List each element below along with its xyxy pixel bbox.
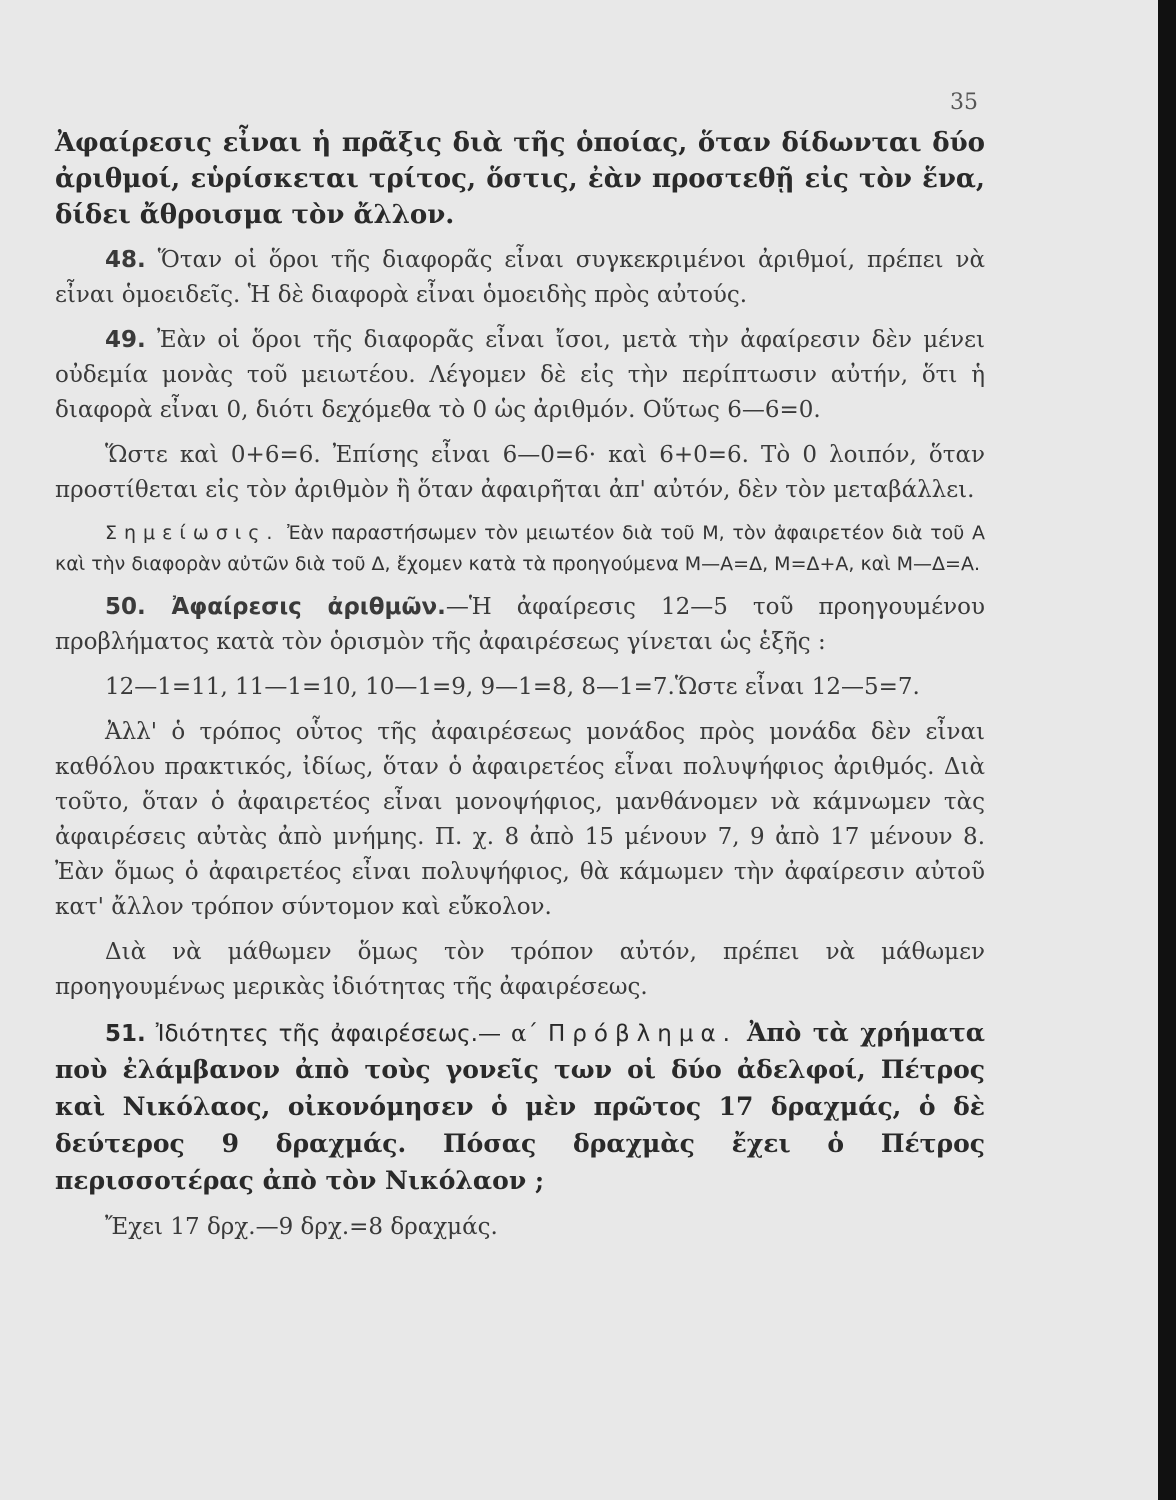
paragraph-50 xyxy=(55,590,985,660)
paragraph-51-problem: Ἀπὸ τὰ χρήματα ποὺ ἐλάμβανον ἀπὸ τοὺς γονεῖς των οἱ δύο ἀδελφοί, Πέτρος καὶ Νικόλαος, οἰκονόμησεν ὁ μὲν πρῶτος 17 δραχμάς, ὁ δὲ δεύτερος 9 δραχμάς. Πόσας δραχμὰς ἔχει ὁ Πέτρος περισσοτέρας ἀπὸ τὸν Νικόλαον ; xyxy=(55,1018,986,1195)
definition-text: Ἀφαίρεσις εἶναι ἡ πρᾶξις διὰ τῆς ὁποίας, ὅταν δίδωνται δύο ἀριθμοί, εὑρίσκεται τρίτος, ὅστις, ἐὰν προστεθῇ εἰς τὸν ἕνα, δίδει ἄθροισμα τὸν ἄλλον. xyxy=(55,128,985,230)
paragraph-50-number: 50. xyxy=(105,594,146,620)
definition-paragraph xyxy=(55,125,985,233)
paragraph-49-number: 49. xyxy=(105,327,146,353)
paragraph-48-text: Ὅταν οἱ ὅροι τῆς διαφορᾶς εἶναι συγκεκριμένοι ἀριθμοί, πρέπει νὰ εἶναι ὁμοειδεῖς. Ἡ δὲ διαφορὰ εἶναι ὁμοειδὴς πρὸς αὐτούς. xyxy=(55,247,985,308)
note-label: Σημείωσις. xyxy=(105,522,280,544)
paragraph-50-heading: Ἀφαίρεσις ἀριθμῶν. xyxy=(145,594,446,620)
paragraph-49 xyxy=(55,323,985,428)
paragraph-51 xyxy=(55,1015,985,1200)
paragraph-50b: 12—1=11, 11—1=10, 10—1=9, 9—1=8, 8—1=7.Ὥστε εἶναι 12—5=7. xyxy=(105,674,920,700)
paragraph-50c: Ἀλλ' ὁ τρόπος οὗτος τῆς ἀφαιρέσεως μονάδος πρὸς μονάδα δὲν εἶναι καθόλου πρακτικός, ἰδίως, ὅταν ὁ ἀφαιρετέος εἶναι πολυψήφιος ἀριθμός. Διὰ τοῦτο, ὅταν ὁ ἀφαιρετέος εἶναι μονοψήφιος, μανθάνομεν νὰ κάμνωμεν τὰς ἀφαιρέσεις αὐτὰς ἀπὸ μνήμης. Π. χ. 8 ἀπὸ 15 μένουν 7, 9 ἀπὸ 17 μένουν 8. Ἐὰν ὅμως ὁ ἀφαιρετέος εἶναι πολυψήφιος, θὰ κάμωμεν τὴν ἀφαίρεσιν αὐτοῦ κατ' ἄλλον τρόπον σύντομον καὶ εὔκολον. xyxy=(55,719,985,920)
paragraph-50d: Διὰ νὰ μάθωμεν ὅμως τὸν τρόπον αὐτόν, πρέπει νὰ μάθωμεν προηγουμένως μερικὰς ἰδιότητας τῆς ἀφαιρέσεως. xyxy=(55,939,985,1000)
paragraph-51-number: 51. xyxy=(105,1021,146,1047)
paragraph-49-text: Ἐὰν οἱ ὅροι τῆς διαφορᾶς εἶναι ἴσοι, μετὰ τὴν ἀφαίρεσιν δὲν μένει οὐδεμία μονὰς τοῦ μειωτέου. Λέγομεν δὲ εἰς τὴν περίπτωσιν αὐτήν, ὅτι ἡ διαφορὰ εἶναι 0, διότι δεχόμεθα τὸ 0 ὡς ἀριθμόν. Οὕτως 6—6=0. xyxy=(55,327,985,423)
paragraph-51-dash: — α΄ xyxy=(477,1021,548,1047)
paragraph-51-heading: Ἰδιότητες τῆς ἀφαιρέσεως. xyxy=(145,1021,478,1047)
note-paragraph xyxy=(55,518,985,580)
paragraph-51b: Ἔχει 17 δρχ.—9 δρχ.=8 δραχμάς. xyxy=(105,1214,498,1240)
paragraph-50-text: —Ἡ ἀφαίρεσις 12—5 τοῦ προηγουμένου προβλήματος κατὰ τὸν ὁρισμὸν τῆς ἀφαιρέσεως γίνεται ὡς ἑξῆς : xyxy=(55,594,985,655)
page-number: 35 xyxy=(950,90,978,115)
paragraph-48-number: 48. xyxy=(105,247,146,273)
note-text: Ἐὰν παραστήσωμεν τὸν μειωτέον διὰ τοῦ Μ, τὸν ἀφαιρετέον διὰ τοῦ Α καὶ τὴν διαφορὰν αὐτῶν διὰ τοῦ Δ, ἔχομεν κατὰ τὰ προηγούμενα Μ—Α=Δ, Μ=Δ+Α, καὶ Μ—Δ=Α. xyxy=(55,522,985,575)
scan-edge xyxy=(1158,0,1176,1500)
paragraph-51-label: Πρόβλημα. xyxy=(547,1021,737,1047)
paragraph-48 xyxy=(55,243,985,313)
page-text xyxy=(55,125,985,1255)
paragraph-49b: Ὥστε καὶ 0+6=6. Ἐπίσης εἶναι 6—0=6· καὶ 6+0=6. Τὸ 0 λοιπόν, ὅταν προστίθεται εἰς τὸν ἀριθμὸν ἢ ὅταν ἀφαιρῆται ἀπ' αὐτόν, δὲν τὸν μεταβάλλει. xyxy=(55,442,985,503)
